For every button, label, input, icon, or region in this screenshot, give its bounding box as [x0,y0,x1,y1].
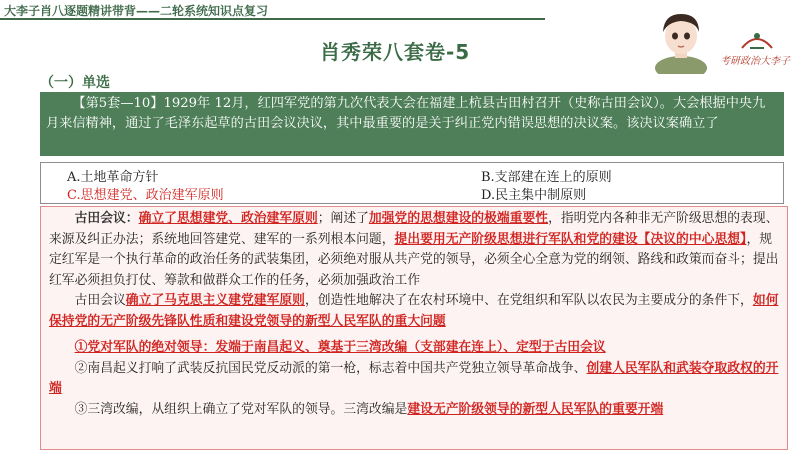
slide-title: 肖秀荣八套卷-5 [320,40,471,64]
brand-logo-mark [718,28,796,52]
analysis-text: 古田会议 [74,293,126,308]
header-divider [0,18,545,20]
brand-logo [718,28,796,68]
analysis-point-1 [49,338,781,359]
highlighted-key-point: 建设无产阶级领导的新型人民军队的重要开端 [407,401,664,417]
presenter-avatar-illustration [650,6,712,74]
analysis-text: ；阐述了 [317,211,369,226]
option-c-correct[interactable]: C.思想建党、政治建军原则 [67,188,224,203]
analysis-text: ③三湾改编，从组织上确立了党对军队的领导。三湾改编是 [74,401,408,417]
section-label: （一）单选 [40,75,110,91]
analysis-panel [40,206,788,450]
analysis-paragraph-2 [49,291,781,332]
question-stem: 【第5套—10】1929年 12月，红四军党的第九次代表大会在福建上杭县古田村召开（史称古田会议）。大会根据中央九月来信精神，通过了毛泽东起草的古田会议决议，其中最重要的是关于纠正党内错误思想的决议案。该决议案确立了 [40,92,784,156]
highlighted-key-point: 创建人民军队和武装夺取政权的开端 [49,360,779,396]
highlighted-key-point: 提出要用无产阶级思想进行军队和党的建设【决议的中心思想】 [394,231,747,247]
option-a[interactable]: A.土地革命方针 [67,170,159,185]
brand-logo-text: 考研政治大李子 [720,56,790,67]
highlighted-key-point: 确立了思想建党、政治建军原则 [138,211,318,226]
course-header-title: 大李子肖八逐题精讲带背——二轮系统知识点复习 [4,4,269,18]
analysis-text: ，创造性地解决了在农村环境中、在党组织和军队以农民为主要成分的条件下， [304,293,753,308]
analysis-paragraph-1 [49,209,781,291]
highlighted-key-point: 加强党的思想建设的极端重要性 [368,211,549,226]
option-b[interactable]: B.支部建在连上的原则 [481,170,612,185]
answer-options [40,162,784,204]
option-d[interactable]: D.民主集中制原则 [481,188,587,203]
analysis-point-2 [49,359,781,400]
keyword-label: 古田会议： [74,211,139,226]
highlighted-key-point: 如何保持党的无产阶级先锋队性质和建设党领导的新型人民军队的重大问题 [49,293,779,329]
analysis-point-3 [49,400,781,421]
highlighted-key-point: ①党对军队的绝对领导：发端于南昌起义、奠基于三湾改编（支部建在连上）、定型于古田会议 [74,340,606,355]
highlighted-key-point: 确立了马克思主义建党建军原则 [125,293,305,308]
analysis-text: ，规定红军是一个执行革命的政治任务的武装集团，必须绝对服从共产党的领导，必须全心全意为党的纲领、路线和政策而奋斗；提出红军必须担负打仗、筹款和做群众工作的任务，必须加强政治工作 [49,231,779,288]
analysis-text: ②南昌起义打响了武装反抗国民党反动派的第一枪，标志着中国共产党独立领导革命战争、 [74,360,587,376]
analysis-text: ，指明党内各种非无产阶级思想的表现、来源及纠正办法；系统地回答建党、建军的一系列根本问题， [49,211,779,247]
